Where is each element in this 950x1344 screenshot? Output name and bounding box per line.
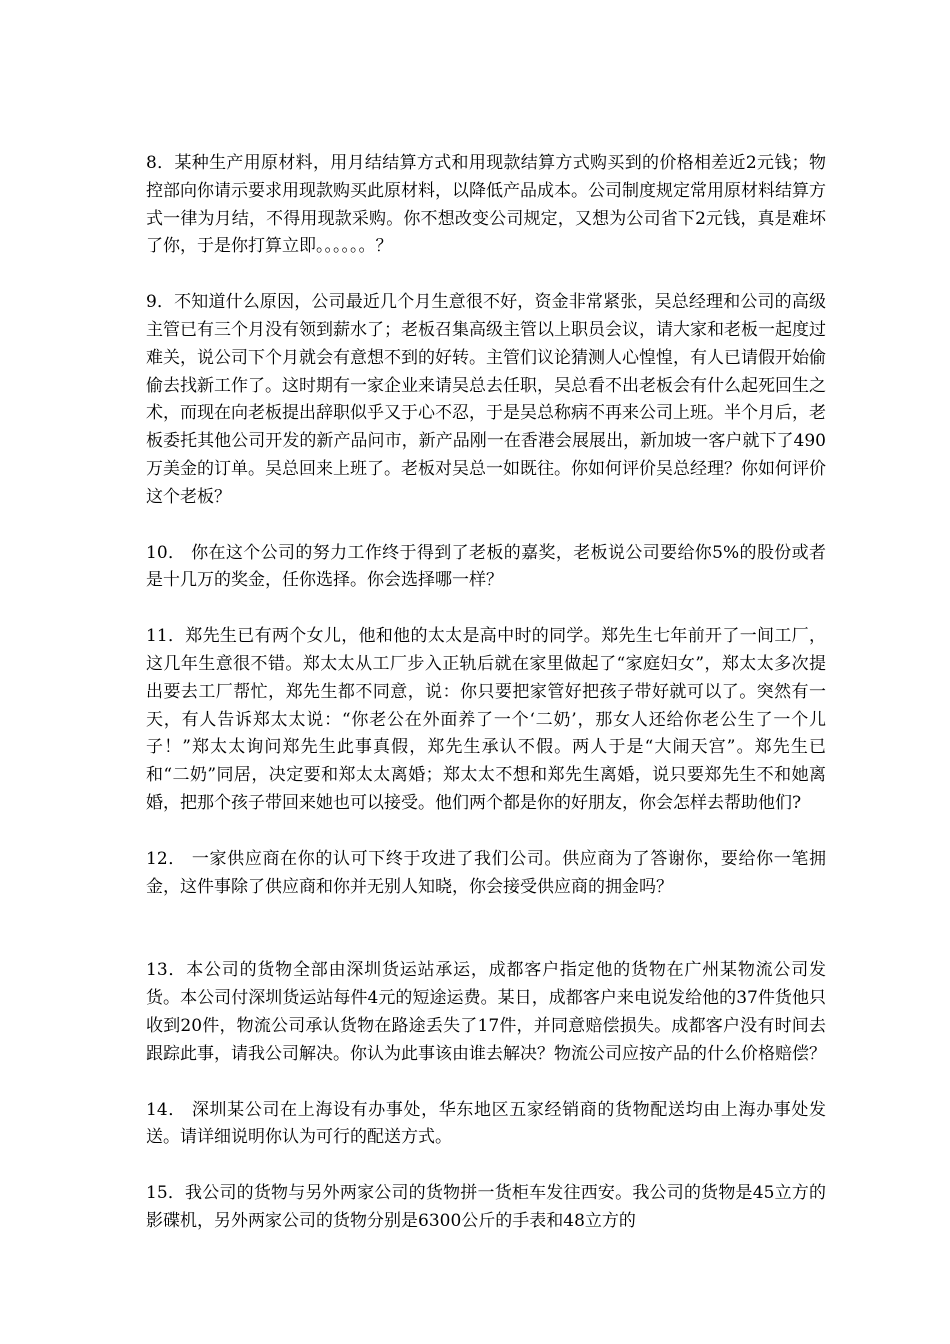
question-14: 14． 深圳某公司在上海设有办事处，华东地区五家经销商的货物配送均由上海办事处发送。请详细说明你认为可行的配送方式。 (146, 1099, 826, 1148)
question-15: 15．我公司的货物与另外两家公司的货物拼一货柜车发往西安。我公司的货物是45立方的影碟机，另外两家公司的货物分别是6300公斤的手表和48立方的 (146, 1183, 826, 1231)
question-13: 13．本公司的货物全部由深圳货运站承运，成都客户指定他的货物在广州某物流公司发货。本公司付深圳货运站每件4元的短途运费。某日，成都客户来电说发给他的37件货他只收到20件，物流公司承认货物在路途丢失了17件，并同意赔偿损失。成都客户没有时间去跟踪此事，请我公司解决。你认为此事该由谁去解决？物流公司应按产品的什么价格赔偿？ (146, 960, 826, 1064)
question-11: 11．郑先生已有两个女儿，他和他的太太是高中时的同学。郑先生七年前开了一间工厂，这几年生意很不错。郑太太从工厂步入正轨后就在家里做起了“家庭妇女”，郑太太多次提出要去工厂帮忙，郑先生都不同意，说：你只要把家管好把孩子带好就可以了。突然有一天，有人告诉郑太太说：“你老公在外面养了一个‘二奶’，那女人还给你老公生了一个儿子！”郑太太询问郑先生此事真假，郑先生承认不假。两人于是“大闹天宫”。郑先生已和“二奶”同居，决定要和郑太太离婚；郑太太不想和郑先生离婚，说只要郑先生不和她离婚，把那个孩子带回来她也可以接受。他们两个都是你的好朋友，你会怎样去帮助他们? (146, 626, 826, 813)
question-12: 12． 一家供应商在你的认可下终于攻进了我们公司。供应商为了答谢你，要给你一笔拥金，这件事除了供应商和你并无别人知晓，你会接受供应商的拥金吗？ (146, 848, 826, 897)
document-page (146, 150, 826, 1236)
question-9: 9．不知道什么原因，公司最近几个月生意很不好，资金非常紧张，吴总经理和公司的高级主管已有三个月没有领到薪水了；老板召集高级主管以上职员会议，请大家和老板一起度过难关，说公司下个月就会有意想不到的好转。主管们议论猜测人心惶惶，有人已请假开始偷偷去找新工作了。这时期有一家企业来请吴总去任职，吴总看不出老板会有什么起死回生之术，而现在向老板提出辞职似乎又于心不忍，于是吴总称病不再来公司上班。半个月后，老板委托其他公司开发的新产品问市，新产品刚一在香港会展展出，新加坡一客户就下了490万美金的订单。吴总回来上班了。老板对吴总一如既往。你如何评价吴总经理？你如何评价这个老板？ (146, 292, 826, 507)
question-10: 10． 你在这个公司的努力工作终于得到了老板的嘉奖，老板说公司要给你5%的股份或者是十几万的奖金，任你选择。你会选择哪一样？ (146, 542, 826, 591)
question-8: 8．某种生产用原材料，用月结结算方式和用现款结算方式购买到的价格相差近2元钱；物控部向你请示要求用现款购买此原材料，以降低产品成本。公司制度规定常用原材料结算方式一律为月结，不得用现款采购。你不想改变公司规定，又想为公司省下2元钱，真是难坏了你，于是你打算立即。。。。。。？ (146, 153, 826, 257)
